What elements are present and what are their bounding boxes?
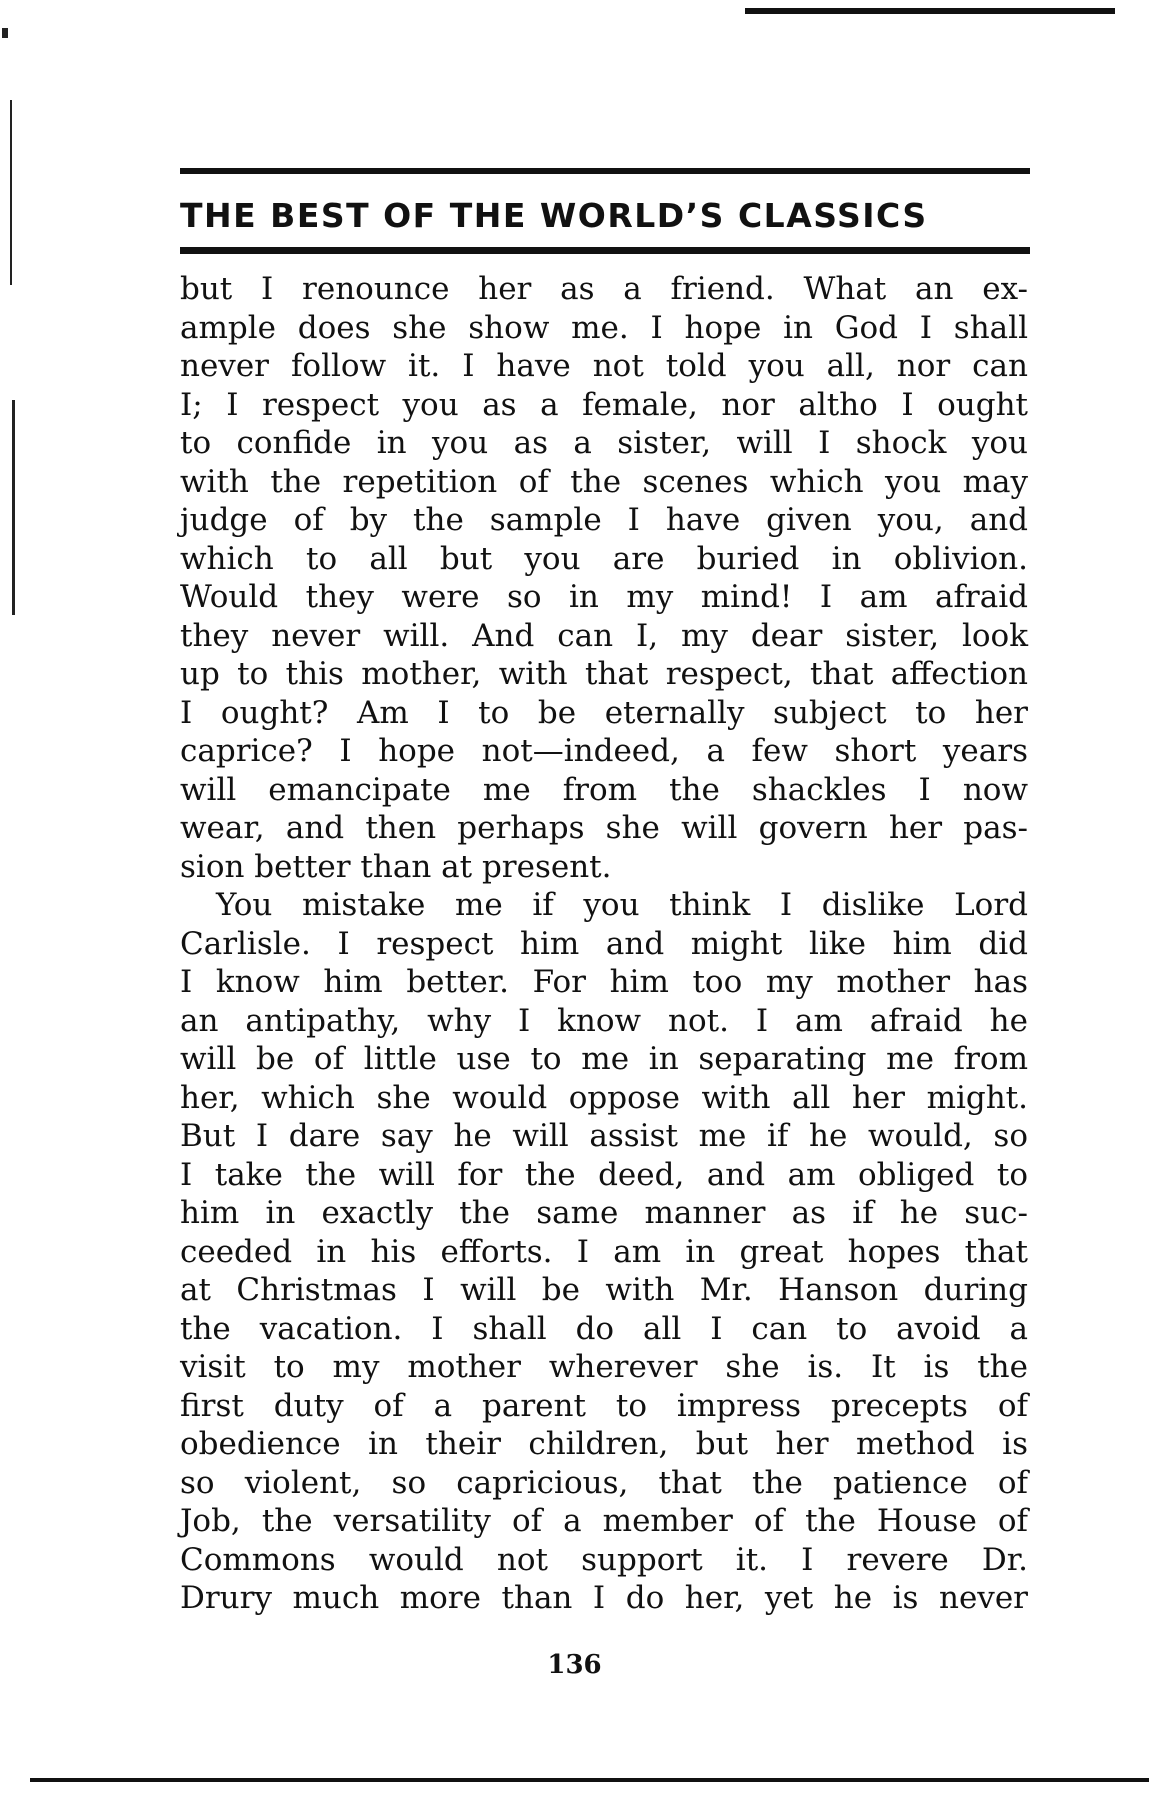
text-line: will be of little use to me in separating me from: [180, 1041, 1028, 1077]
text-line: I; I respect you as a female, nor altho I ought: [180, 386, 1028, 423]
body-text: [180, 270, 1028, 1618]
text-line: obedience in their children, but her method is: [180, 1426, 1028, 1462]
text-line: her, which she would oppose with all her might.: [180, 1079, 1028, 1116]
text-line: an antipathy, why I know not. I am afraid he: [180, 1002, 1028, 1039]
text-line: will emancipate me from the shackles I now: [180, 771, 1028, 808]
text-line: so violent, so capricious, that the patience of: [180, 1464, 1028, 1501]
text-line: I take the will for the deed, and am obliged to: [180, 1156, 1028, 1193]
text-line: sion better than at present.: [180, 848, 612, 885]
text-line: first duty of a parent to impress precepts of: [180, 1387, 1028, 1424]
text-line: You mistake me if you think I dislike Lord: [216, 887, 1028, 923]
text-line: I know him better. For him too my mother has: [180, 964, 1028, 1000]
text-line: the vacation. I shall do all I can to avoid a: [180, 1310, 1028, 1347]
text-line: to confide in you as a sister, will I shock you: [180, 425, 1028, 461]
text-line: judge of by the sample I have given you, and: [180, 502, 1028, 538]
text-line: which to all but you are buried in oblivion.: [180, 540, 1028, 577]
header-rule-bottom: [180, 247, 1030, 254]
text-line: at Christmas I will be with Mr. Hanson during: [180, 1272, 1028, 1308]
text-line: I ought? Am I to be eternally subject to her: [180, 694, 1028, 731]
text-line: Job, the versatility of a member of the House of: [180, 1503, 1028, 1539]
text-line: up to this mother, with that respect, that affection: [180, 656, 1028, 692]
page-number: 136: [547, 1650, 602, 1680]
text-line: But I dare say he will assist me if he would, so: [180, 1118, 1028, 1154]
text-line: Commons would not support it. I revere Dr.: [180, 1541, 1028, 1578]
text-line: never follow it. I have not told you all, nor can: [180, 348, 1028, 384]
header-rule-top: [180, 168, 1030, 174]
margin-mark: [2, 28, 8, 38]
text-line: but I renounce her as a friend. What an ex-: [180, 271, 1028, 307]
margin-mark: [12, 400, 15, 615]
text-line: Would they were so in my mind! I am afraid: [180, 579, 1028, 615]
text-line: caprice? I hope not—indeed, a few short years: [180, 733, 1028, 769]
text-line: with the repetition of the scenes which you may: [180, 463, 1028, 500]
bottom-edge-rule: [30, 1778, 1149, 1782]
text-line: him in exactly the same manner as if he suc-: [180, 1195, 1028, 1231]
text-line: visit to my mother wherever she is. It is the: [180, 1349, 1028, 1385]
text-line: ceeded in his efforts. I am in great hopes that: [180, 1233, 1028, 1270]
margin-mark: [10, 100, 12, 285]
text-line: they never will. And can I, my dear sister, look: [180, 617, 1028, 654]
running-header: THE BEST OF THE WORLD’S CLASSICS: [180, 196, 928, 235]
text-line: Carlisle. I respect him and might like him did: [180, 925, 1028, 962]
text-line: wear, and then perhaps she will govern her pas-: [180, 810, 1028, 846]
top-edge-rule: [745, 8, 1115, 14]
text-line: Drury much more than I do her, yet he is never: [180, 1580, 1028, 1616]
text-line: ample does she show me. I hope in God I shall: [180, 309, 1028, 346]
